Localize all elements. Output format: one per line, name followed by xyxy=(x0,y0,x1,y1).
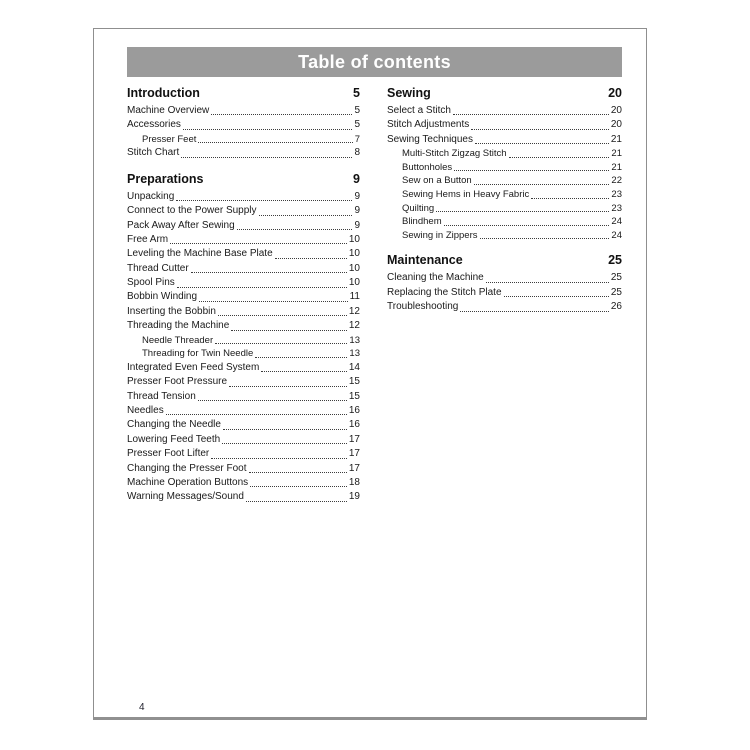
toc-entry-label: Warning Messages/Sound xyxy=(127,491,244,503)
toc-section xyxy=(127,86,360,161)
toc-entry-page-number: 8 xyxy=(354,147,360,159)
toc-entry xyxy=(127,462,360,476)
toc-entry xyxy=(127,262,360,276)
toc-entry-page-number: 10 xyxy=(348,248,360,260)
toc-entry-label: Spool Pins xyxy=(127,277,175,289)
toc-entry-page-number: 17 xyxy=(348,448,360,460)
toc-entry-label: Troubleshooting xyxy=(387,301,459,313)
toc-section-heading xyxy=(127,86,360,101)
toc-entry xyxy=(387,300,622,314)
toc-entry-page-number: 10 xyxy=(348,262,360,274)
toc-entry-page-number: 18 xyxy=(348,476,360,488)
toc-section-heading xyxy=(127,172,360,187)
dot-leader xyxy=(231,330,347,331)
dot-leader xyxy=(198,400,347,401)
toc-section-page-number: 25 xyxy=(608,253,622,268)
toc-entry-label: Presser Feet xyxy=(142,133,197,145)
dot-leader xyxy=(436,211,609,212)
toc-entry-label: Unpacking xyxy=(127,190,175,202)
toc-entry xyxy=(127,291,360,305)
toc-entry-page-number: 16 xyxy=(348,405,360,417)
toc-entry-page-number: 25 xyxy=(610,286,622,298)
dot-leader xyxy=(170,243,347,244)
toc-entry-page-number: 26 xyxy=(610,301,622,313)
toc-entry-label: Buttonholes xyxy=(402,161,453,173)
toc-entry-page-number: 9 xyxy=(354,219,360,231)
toc-entry-page-number: 24 xyxy=(611,216,622,228)
toc-entry-label: Sewing Techniques xyxy=(387,133,473,145)
toc-entry-label: Bobbin Winding xyxy=(127,291,198,303)
toc-entry-page-number: 9 xyxy=(354,205,360,217)
toc-entry-page-number: 9 xyxy=(354,190,360,202)
toc-entry-page-number: 21 xyxy=(611,161,622,173)
dot-leader xyxy=(471,129,609,130)
toc-entry-label: Leveling the Machine Base Plate xyxy=(127,248,273,260)
dot-leader xyxy=(222,443,347,444)
toc-entry xyxy=(127,347,360,361)
toc-entry-label: Threading the Machine xyxy=(127,320,230,332)
toc-entry-page-number: 13 xyxy=(349,334,360,346)
toc-entry xyxy=(387,229,622,243)
toc-entry xyxy=(127,305,360,319)
toc-entry-label: Multi-Stitch Zigzag Stitch xyxy=(402,148,507,160)
toc-entry-label: Free Arm xyxy=(127,233,169,245)
toc-column-right xyxy=(387,86,622,505)
dot-leader xyxy=(453,114,609,115)
dot-leader xyxy=(199,301,348,302)
toc-entry-page-number: 12 xyxy=(348,320,360,332)
toc-entry xyxy=(387,188,622,202)
toc-entry-label: Pack Away After Sewing xyxy=(127,219,235,231)
toc-entry-page-number: 5 xyxy=(354,104,360,116)
dot-leader xyxy=(475,143,609,144)
toc-entry xyxy=(127,418,360,432)
toc-entry-label: Inserting the Bobbin xyxy=(127,305,216,317)
toc-entry xyxy=(127,334,360,348)
toc-entry xyxy=(387,174,622,188)
toc-entry-label: Presser Foot Pressure xyxy=(127,376,228,388)
toc-entry xyxy=(127,361,360,375)
dot-leader xyxy=(486,282,609,283)
toc-entry xyxy=(127,204,360,218)
toc-section-heading xyxy=(387,86,622,101)
dot-leader xyxy=(259,215,353,216)
toc-entry xyxy=(127,319,360,333)
toc-entry-page-number: 13 xyxy=(349,348,360,360)
toc-entry-page-number: 16 xyxy=(348,419,360,431)
dot-leader xyxy=(211,458,347,459)
toc-entry xyxy=(387,286,622,300)
toc-entry-label: Blindhem xyxy=(402,216,442,228)
toc-entry-label: Quilting xyxy=(402,202,435,214)
dot-leader xyxy=(246,501,347,502)
toc-section xyxy=(387,86,622,242)
dot-leader xyxy=(183,129,353,130)
toc-entry-label: Connect to the Power Supply xyxy=(127,205,257,217)
toc-entry-label: Needles xyxy=(127,405,164,417)
dot-leader xyxy=(504,296,609,297)
toc-header-bar xyxy=(127,47,622,77)
toc-entry xyxy=(127,276,360,290)
toc-entry-page-number: 19 xyxy=(348,491,360,503)
toc-entry-page-number: 22 xyxy=(611,175,622,187)
dot-leader xyxy=(176,200,352,201)
toc-entry-label: Lowering Feed Teeth xyxy=(127,433,221,445)
dot-leader xyxy=(509,157,610,158)
toc-entry-page-number: 23 xyxy=(611,202,622,214)
dot-leader xyxy=(181,157,352,158)
toc-entry-label: Stitch Adjustments xyxy=(387,119,470,131)
toc-section-page-number: 20 xyxy=(608,86,622,100)
toc-entry-page-number: 21 xyxy=(611,148,622,160)
toc-columns xyxy=(127,86,622,505)
toc-entry-page-number: 15 xyxy=(348,390,360,402)
dot-leader xyxy=(454,170,609,171)
dot-leader xyxy=(250,486,347,487)
toc-entry-label: Sew on a Button xyxy=(402,175,472,187)
dot-leader xyxy=(218,315,347,316)
dot-leader xyxy=(211,114,352,115)
dot-leader xyxy=(223,429,347,430)
dot-leader xyxy=(166,414,347,415)
toc-entry xyxy=(387,215,622,229)
toc-entry xyxy=(127,133,360,147)
toc-entry-page-number: 10 xyxy=(348,277,360,289)
toc-entry-label: Thread Cutter xyxy=(127,262,189,274)
toc-entry-label: Sewing Hems in Heavy Fabric xyxy=(402,188,530,200)
toc-entry-page-number: 17 xyxy=(348,462,360,474)
dot-leader xyxy=(191,272,347,273)
manual-page xyxy=(93,28,647,720)
toc-section-title: Maintenance xyxy=(387,253,463,268)
toc-entry-page-number: 15 xyxy=(348,376,360,388)
toc-entry xyxy=(127,476,360,490)
toc-entry xyxy=(127,447,360,461)
toc-entry-page-number: 7 xyxy=(354,133,360,145)
toc-column-left xyxy=(127,86,360,505)
toc-entry-page-number: 14 xyxy=(348,361,360,373)
toc-entry-page-number: 25 xyxy=(610,272,622,284)
toc-entry xyxy=(387,104,622,118)
toc-entry xyxy=(387,161,622,175)
toc-entry-page-number: 17 xyxy=(348,433,360,445)
toc-entry-page-number: 10 xyxy=(348,233,360,245)
toc-entry-page-number: 12 xyxy=(348,305,360,317)
toc-entry-label: Sewing in Zippers xyxy=(402,229,478,241)
dot-leader xyxy=(480,238,610,239)
dot-leader xyxy=(249,472,347,473)
toc-entry-page-number: 5 xyxy=(354,119,360,131)
toc-entry-label: Select a Stitch xyxy=(387,104,451,116)
toc-entry xyxy=(387,202,622,216)
toc-section xyxy=(387,253,622,314)
toc-entry xyxy=(127,433,360,447)
toc-entry xyxy=(127,219,360,233)
toc-entry xyxy=(127,233,360,247)
toc-entry-page-number: 23 xyxy=(611,188,622,200)
dot-leader xyxy=(261,371,347,372)
dot-leader xyxy=(460,311,609,312)
toc-entry-label: Stitch Chart xyxy=(127,147,180,159)
toc-entry xyxy=(127,104,360,118)
dot-leader xyxy=(275,258,347,259)
toc-entry xyxy=(127,118,360,132)
dot-leader xyxy=(531,198,609,199)
toc-entry-label: Machine Operation Buttons xyxy=(127,476,249,488)
toc-section-page-number: 5 xyxy=(353,86,360,100)
toc-entry-page-number: 20 xyxy=(610,104,622,116)
toc-entry-label: Changing the Needle xyxy=(127,419,221,431)
toc-section-title: Preparations xyxy=(127,171,204,186)
toc-entry xyxy=(387,133,622,147)
dot-leader xyxy=(255,357,347,358)
toc-entry-label: Integrated Even Feed System xyxy=(127,361,260,373)
toc-entry xyxy=(387,271,622,285)
toc-entry-label: Threading for Twin Needle xyxy=(142,348,254,360)
dot-leader xyxy=(444,225,610,226)
toc-entry-page-number: 21 xyxy=(610,133,622,145)
dot-leader xyxy=(177,287,347,288)
toc-entry-label: Machine Overview xyxy=(127,104,210,116)
toc-section-title: Introduction xyxy=(127,86,200,100)
toc-entry xyxy=(127,390,360,404)
toc-entry-label: Replacing the Stitch Plate xyxy=(387,286,502,298)
toc-entry xyxy=(387,147,622,161)
toc-entry xyxy=(127,190,360,204)
toc-entry xyxy=(127,490,360,504)
toc-entry-label: Accessories xyxy=(127,119,181,131)
dot-leader xyxy=(198,142,352,143)
toc-entry xyxy=(127,247,360,261)
toc-entry-page-number: 20 xyxy=(610,119,622,131)
toc-entry-label: Cleaning the Machine xyxy=(387,272,484,284)
toc-section xyxy=(127,172,360,505)
dot-leader xyxy=(237,229,353,230)
toc-entry-label: Presser Foot Lifter xyxy=(127,448,210,460)
toc-entry xyxy=(127,375,360,389)
toc-section-title: Sewing xyxy=(387,86,431,100)
page-title: Table of contents xyxy=(298,51,451,72)
toc-section-heading xyxy=(387,253,622,268)
toc-entry xyxy=(387,118,622,132)
page-number: 4 xyxy=(139,702,145,713)
toc-entry xyxy=(127,404,360,418)
dot-leader xyxy=(474,184,610,185)
toc-entry-page-number: 11 xyxy=(349,291,360,303)
toc-section-page-number: 9 xyxy=(353,171,360,186)
toc-entry-label: Thread Tension xyxy=(127,390,196,402)
toc-entry-label: Changing the Presser Foot xyxy=(127,462,247,474)
toc-entry-label: Needle Threader xyxy=(142,334,214,346)
toc-entry xyxy=(127,146,360,160)
dot-leader xyxy=(229,386,347,387)
toc-entry-page-number: 24 xyxy=(611,229,622,241)
dot-leader xyxy=(215,343,347,344)
